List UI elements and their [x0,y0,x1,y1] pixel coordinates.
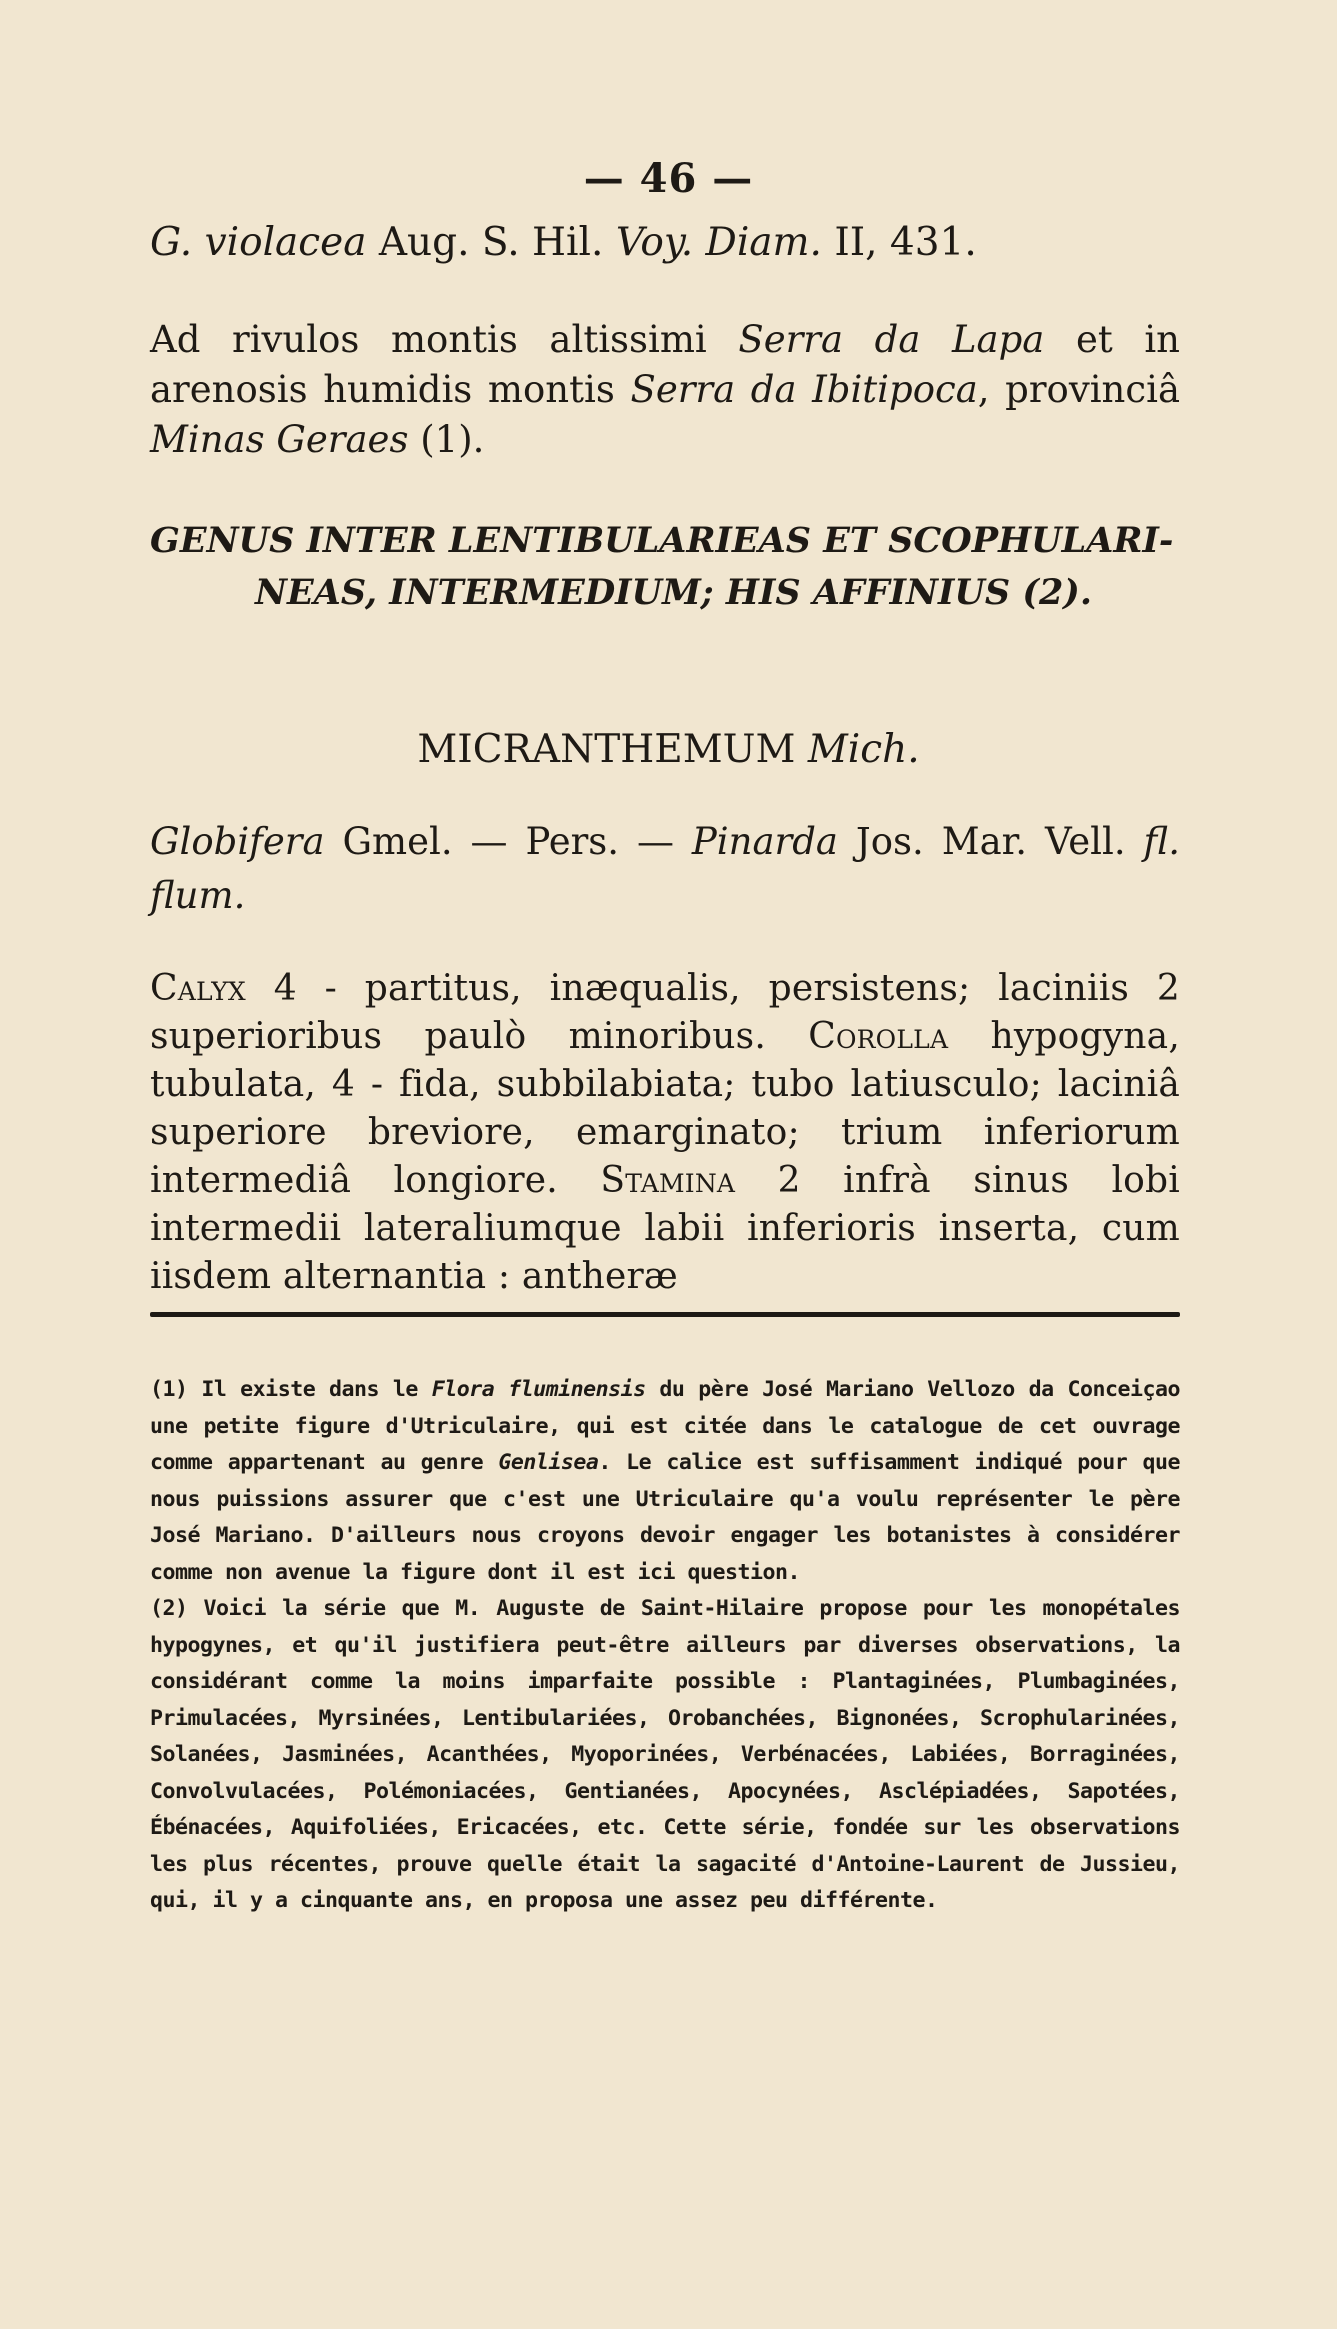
genus-author: Mich. [807,727,920,772]
calyx-text: 4 - partitus, inæqualis, persistens; laciniis 2 superioribus paulò minoribus. [150,968,1180,1057]
locality-place: Serra da Ibitipoca [630,368,978,411]
locality-text: (1). [408,418,485,461]
synonymy-paragraph [150,815,1180,923]
calyx-label: Calyx [150,968,246,1009]
species-epithet: violacea [204,220,367,265]
work-title: Diam. [705,220,822,265]
synonym-name: Pinarda [691,820,838,863]
genus-name: MICRANTHEMUM [417,727,796,772]
footnote-text: (1) Il existe dans le [150,1377,432,1402]
footnote-divider [150,1312,1180,1317]
footnote-1 [150,1372,1180,1591]
page-number: — 46 — [583,155,754,202]
species-reference [150,220,1180,265]
species-author: Aug. S. Hil. [378,220,604,265]
footnotes [150,1372,1180,1920]
synonym-work: fl. flum. [150,820,1180,917]
genus-abbrev: G. [150,220,193,265]
footnote-text: . Le calice est suffisamment indiqué pour que nous puissions assurer que c'est une Utriculaire qu'a voulu représenter le père José Mariano. D'ailleurs nous croyons devoir engager les botanistes à considérer comme non avenue la figure dont il est ici question. [150,1450,1180,1585]
citation: II, 431. [834,220,977,265]
locality-text: , provinciâ [977,368,1180,411]
footnote-genus: Genlisea [498,1450,599,1475]
genus-heading-line2: NEAS, INTERMEDIUM; HIS AFFINIUS (2). [255,572,1093,613]
footnote-text: (2) Voici la série que M. Auguste de Saint-Hilaire propose pour les monopétales hypogynes, et qu'il justifiera peut-être ailleurs par diverses observations, la considérant comme la moins imparfaite possible : Plantaginées, Plumbaginées, Primulacées, Myrsinées, Lentibulariées, Orobanchées, Bignonées, Scrophularinées, Solanées, Jasminées, Acanthées, Myoporinées, Verbénacées, Labiées, Borraginées, Convolvulacées, Polémoniacées, Gentianées, Apocynées, Asclépiadées, Sapotées, Ébénacées, Aquifoliées, Ericacées, etc. Cette série, fondée sur les observations les plus récentes, prouve quelle était la sagacité d'Antoine-Laurent de Jussieu, qui, il y a cinquante ans, en proposa une assez peu différente. [150,1596,1180,1913]
synonym-text: Jos. Mar. Vell. [837,820,1144,863]
footnote-2 [150,1591,1180,1920]
footnote-text: du père José Mariano Vellozo da Conceiçao une petite figure d'Utriculaire, qui est citée dans le catalogue de cet ouvrage comme appartenant au genre [150,1377,1180,1475]
locality-paragraph [150,315,1180,465]
genus-title [0,727,1337,772]
locality-place: Serra da Lapa [738,318,1045,361]
footnote-title: Flora fluminensis [431,1377,646,1402]
synonym-text: Gmel. — Pers. — [324,820,692,863]
synonym-name: Globifera [150,820,325,863]
genus-heading-line1: GENUS INTER LENTIBULARIEAS ET SCOPHULARI- [150,520,1174,561]
genus-heading [150,515,1180,619]
corolla-text: hypogyna, tubulata, 4 - fida, subbilabiata; tubo latiusculo; laciniâ superiore breviore, emarginato; trium inferiorum intermediâ longiore. [150,1016,1180,1201]
stamina-label: Stamina [600,1160,736,1201]
locality-place: Minas Geraes [150,418,409,461]
voy-abbrev: Voy. [615,220,694,265]
stamina-text: 2 infrà sinus lobi intermedii lateraliumque labii inferioris inserta, cum iisdem alternantia : antheræ [150,1160,1180,1297]
locality-text: et in arenosis humidis montis [150,318,1180,411]
locality-text: Ad rivulos montis altissimi [150,318,739,361]
corolla-label: Corolla [808,1016,949,1057]
genus-description [150,965,1180,1301]
